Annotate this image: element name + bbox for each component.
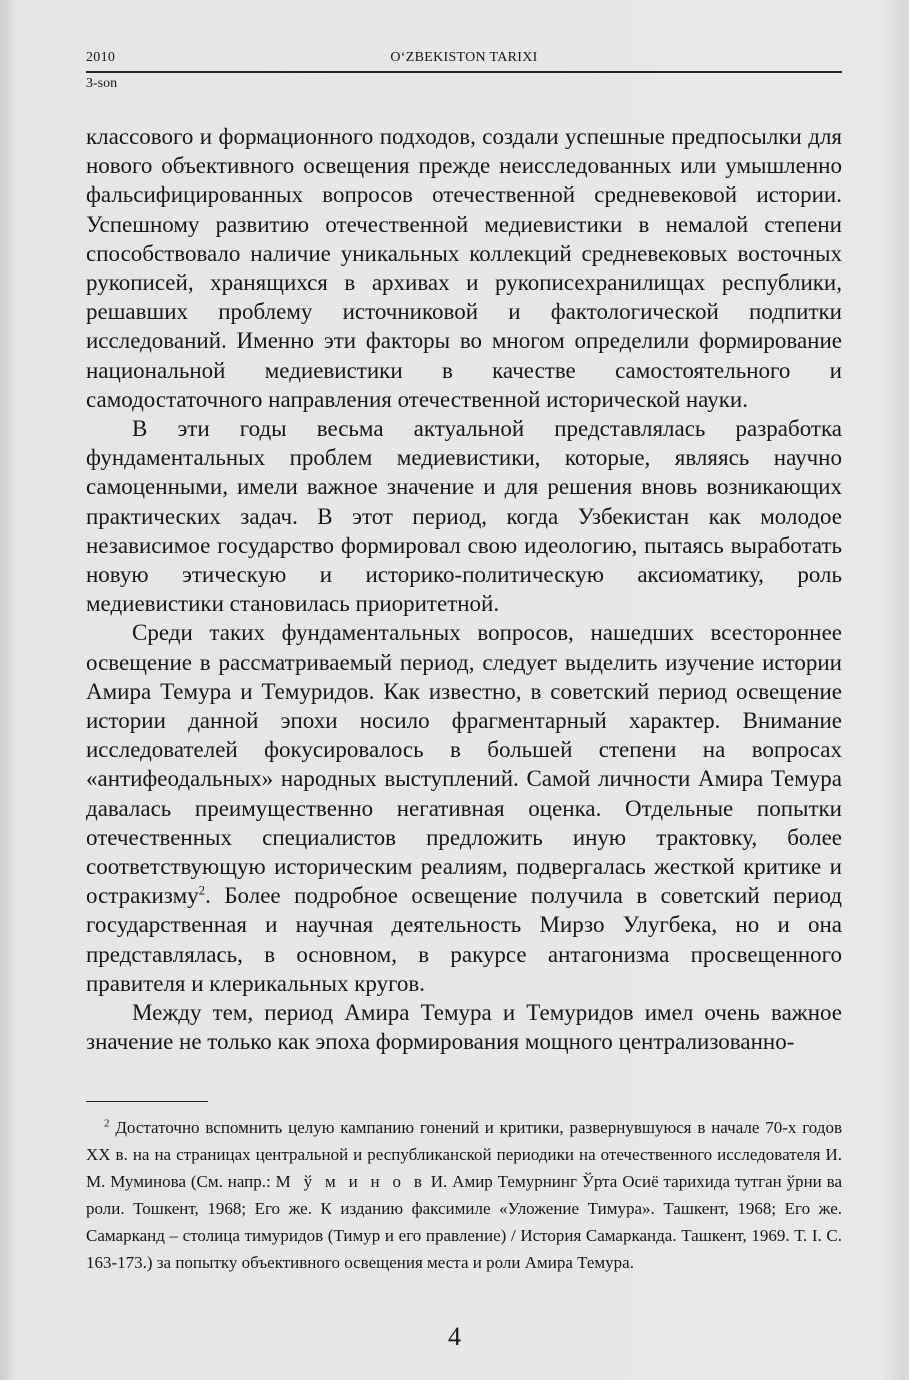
paragraph-3-text-a: Среди таких фундаментальных вопросов, нашедших всестороннее освещение в рассматриваемый период, следует выделить изучение истории Амира Темура и Темуридов. Как известно, в советский период освещение истории данной эпохи носило фрагментарный характер. Внимание исследователей фокусировалось в большей степени на вопросах «антифеодальных» народных выступлений. Самой личности Амира Темура давалась преимущественно негативная оценка. Отдельные попытки отечественных специалистов предложить иную трактовку, более соответствующую историческим реалиям, подвергалась жесткой критике и остракизму: [86, 620, 842, 909]
footnote-2: [86, 1114, 842, 1276]
header-rule: [86, 71, 842, 73]
footnote-ref-2[interactable]: 2: [198, 882, 206, 898]
paragraph-3-text-b: . Более подробное освещение получила в советский период государственная и научная деятельность Мирзо Улугбека, но и она представлялась, в основном, в ракурсе антагонизма просвещенного правителя и клерикальных кругов.: [86, 883, 842, 996]
footnote-separator: [86, 1101, 208, 1102]
header-journal-title: O‘ZBEKISTON TARIXI: [390, 50, 538, 65]
paragraph-1: классового и формационного подходов, создали успешные предпосылки для нового объективного освещения прежде неисследованных или умышленно фальсифицированных вопросов отечественной средневековой истории. Успешному развитию отечественной медиевистики в немалой степени способствовало наличие уникальных коллекций средневековых восточных рукописей, хранящихся в архивах и рукописехранилищах республики, решавших проблему источниковой и фактологической подпитки исследований. Именно эти факторы во многом определили формирование национальной медиевистики в качестве самостоятельного и самодостаточного направления отечественной исторической науки.: [86, 124, 842, 412]
page-number: 4: [448, 1322, 461, 1351]
running-header: [86, 48, 842, 70]
paragraph-3: [86, 618, 842, 998]
header-year: 2010: [86, 50, 116, 65]
paragraph-4: Между тем, период Амира Темура и Темуридов имел очень важное значение не только как эпоха формирования мощного централизованно-: [86, 1000, 842, 1055]
footnote-author: М ў м и н о в: [275, 1172, 426, 1191]
main-text: [86, 122, 842, 1057]
paragraph-2: В эти годы весьма актуальной представлялась разработка фундаментальных проблем медиевистики, которые, являясь научно самоценными, имели важное значение и для решения вновь возникающих практических задач. В этот период, когда Узбекистан как молодое независимое государство формировал свою идеологию, пытаясь выработать новую этическую и историко-политическую аксиоматику, роль медиевистики становилась приоритетной.: [86, 416, 842, 617]
header-issue: 3-son: [86, 76, 118, 91]
footnote-text-a: Достаточно вспомнить целую кампанию гонений и критики, развернувшуюся в начале 70-х годов XX в. на на страницах центральной и республиканской периодики на отечественного исследователя И. М. Муминова (См. напр.:: [86, 1118, 842, 1191]
footnote-text-b: И. Амир Темурнинг Ўрта Осиё тарихида тутган ўрни ва роли. Тошкент, 1968; Его же. К изданию факсимиле «Уложение Тимура». Ташкент, 1968; Его же. Самарканд – столица тимуридов (Тимур и его правление) / История Самарканда. Ташкент, 1969. Т. I. С. 163-173.) за попытку объективного освещения места и роли Амира Темура.: [86, 1172, 842, 1272]
footnote-number: 2: [104, 1117, 110, 1130]
footnote: [86, 1114, 842, 1276]
